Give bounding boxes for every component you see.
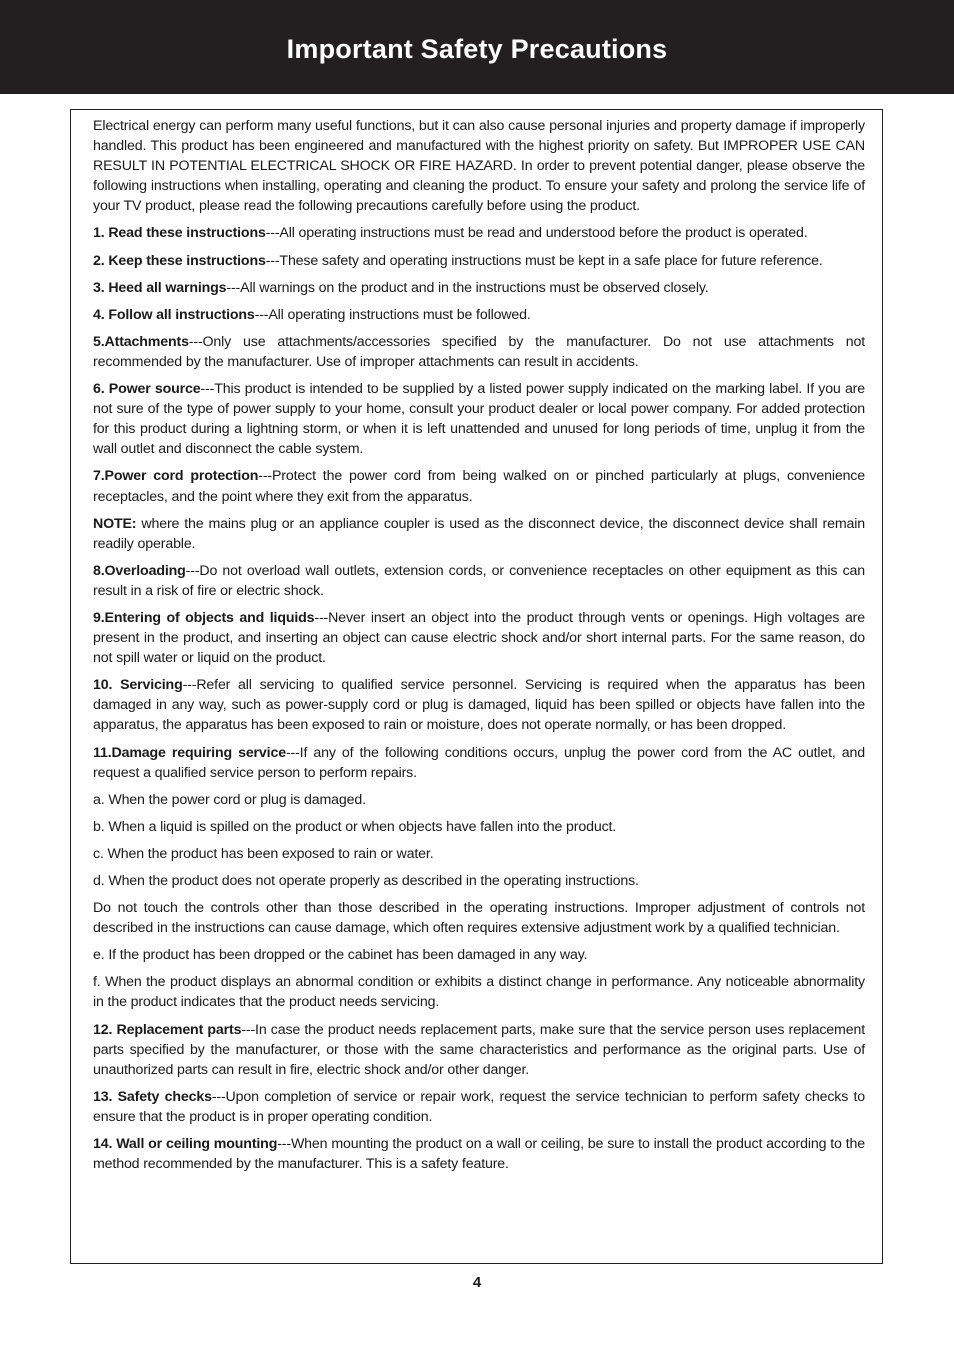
item-keep-instructions: 2. Keep these instructions---These safety and operating instructions must be kept in a safe place for future reference. bbox=[93, 252, 823, 269]
controls-note: Do not touch the controls other than those described in the operating instructions. Improper adjustment of controls not described in the instructions can cause damage, which often requires extensive adjustment work by a qualified technician. bbox=[93, 900, 865, 937]
page-header bbox=[0, 0, 954, 94]
condition-b: b. When a liquid is spilled on the product or when objects have fallen into the product. bbox=[93, 818, 617, 835]
note-paragraph: NOTE: where the mains plug or an appliance coupler is used as the disconnect device, the disconnect device shall remain readily operable. bbox=[93, 515, 865, 552]
intro-paragraph: Electrical energy can perform many useful functions, but it can also cause personal injuries and property damage if improperly handled. This product has been engineered and manufactured with the highest priority on safety. But IMPROPER USE CAN RESULT IN POTENTIAL ELECTRICAL SHOCK OR FIRE HAZARD. In order to prevent potential danger, please observe the following instructions when installing, operating and cleaning the product. To ensure your safety and prolong the service life of your TV product, please read the following precautions carefully before using the product. bbox=[93, 118, 865, 215]
safety-content-box bbox=[70, 109, 883, 1264]
item-read-instructions: 1. Read these instructions---All operating instructions must be read and understood before the product is operated. bbox=[93, 225, 808, 242]
item-damage-requiring-service: 11.Damage requiring service---If any of the following conditions occurs, unplug the power cord from the AC outlet, and request a qualified service person to perform repairs. bbox=[93, 744, 865, 781]
condition-a: a. When the power cord or plug is damaged. bbox=[93, 791, 366, 808]
condition-f: f. When the product displays an abnormal condition or exhibits a distinct change in performance. Any noticeable abnormality in the product indicates that the product needs servicing. bbox=[93, 974, 865, 1011]
condition-c: c. When the product has been exposed to rain or water. bbox=[93, 845, 434, 862]
page-number: 4 bbox=[472, 1274, 482, 1291]
item-overloading: 8.Overloading---Do not overload wall outlets, extension cords, or convenience receptacles on other equipment as this can result in a risk of fire or electric shock. bbox=[93, 562, 865, 599]
item-power-cord-protection: 7.Power cord protection---Protect the power cord from being walked on or pinched particularly at plugs, convenience receptacles, and the point where they exit from the apparatus. bbox=[93, 468, 865, 505]
item-attachments: 5.Attachments---Only use attachments/accessories specified by the manufacturer. Do not use attachments not recommended by the manufacturer. Use of improper attachments can result in accidents. bbox=[93, 333, 865, 370]
item-replacement-parts: 12. Replacement parts---In case the product needs replacement parts, make sure that the service person uses replacement parts specified by the manufacturer, or those with the same characteristics and performance as the original parts. Use of unauthorized parts can result in fire, electric shock and/or other danger. bbox=[93, 1021, 865, 1078]
condition-e: e. If the product has been dropped or the cabinet has been damaged in any way. bbox=[93, 947, 588, 964]
item-follow-instructions: 4. Follow all instructions---All operating instructions must be followed. bbox=[93, 306, 531, 323]
item-power-source: 6. Power source---This product is intended to be supplied by a listed power supply indicated on the marking label. If you are not sure of the type of power supply to your home, consult your product dealer or local power company. For added protection for this product during a lightning storm, or when it is left unattended and unused for long periods of time, unplug it from the wall outlet and disconnect the cable system. bbox=[93, 381, 865, 458]
item-entering-objects: 9.Entering of objects and liquids---Never insert an object into the product through vents or openings. High voltages are present in the product, and inserting an object can cause electric shock and/or short internal parts. For the same reason, do not spill water or liquid on the product. bbox=[93, 609, 866, 667]
condition-d: d. When the product does not operate properly as described in the operating instructions. bbox=[93, 873, 639, 889]
page-title: Important Safety Precautions bbox=[286, 33, 668, 64]
item-wall-ceiling-mounting: 14. Wall or ceiling mounting---When mounting the product on a wall or ceiling, be sure to install the product according to the method recommended by the manufacturer. This is a safety feature. bbox=[93, 1136, 865, 1173]
item-safety-checks: 13. Safety checks---Upon completion of service or repair work, request the service technician to perform safety checks to ensure that the product is in proper operating condition. bbox=[93, 1088, 865, 1125]
item-heed-warnings: 3. Heed all warnings---All warnings on the product and in the instructions must be observed closely. bbox=[93, 279, 709, 296]
item-servicing: 10. Servicing---Refer all servicing to qualified service personnel. Servicing is required when the apparatus has been damaged in any way, such as power-supply cord or plug is damaged, liquid has been spilled or objects have fallen into the apparatus, the apparatus has been exposed to rain or moisture, does not operate normally, or has been dropped. bbox=[93, 677, 865, 734]
